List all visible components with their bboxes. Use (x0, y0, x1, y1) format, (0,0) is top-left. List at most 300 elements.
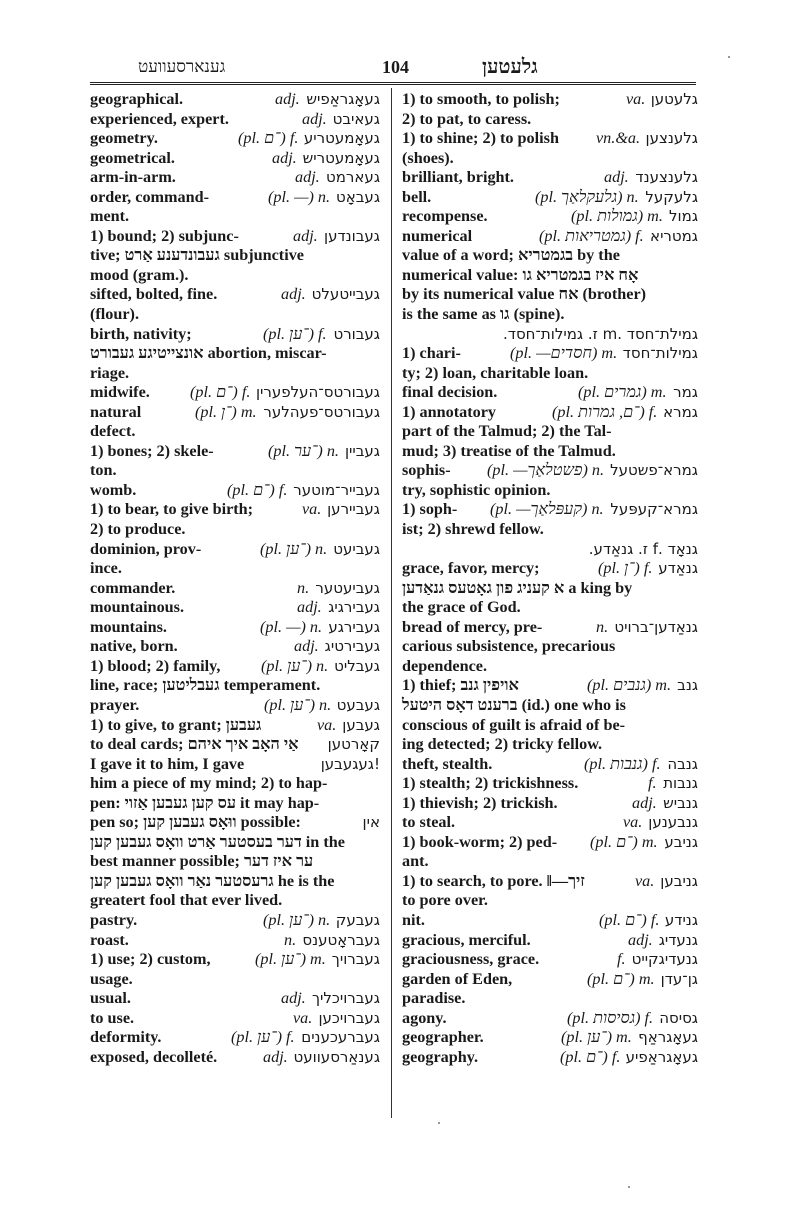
entry-line (402, 481, 698, 501)
grammar-label: (pl. ־ען) n. (264, 695, 332, 714)
grammar-label: (pl. ־ן) f. (598, 559, 653, 578)
headword: געבונדען (323, 226, 380, 245)
grammar-label: (pl. —פשטלאַך) n. (487, 461, 605, 480)
grammar-label: (pl. גמרים) m. (578, 383, 667, 402)
entry-line (90, 911, 380, 931)
grammar-label: vn.&a. (596, 129, 641, 148)
headword: גנביש (663, 793, 698, 812)
entry-line (90, 168, 380, 188)
english-definition: to use. (90, 1008, 135, 1027)
grammar-label: (pl. ־ם) m. (587, 969, 655, 988)
headword: גלעקעל (645, 187, 698, 206)
entry-line (90, 403, 380, 423)
headword: געביין (344, 441, 380, 460)
grammar-label: adj. (295, 168, 320, 187)
english-definition: dependence. (402, 656, 487, 675)
entry-line (402, 325, 698, 345)
grammar-label: (pl. גנבים) m. (587, 676, 672, 695)
english-definition: is the same as גו (spine). (402, 305, 565, 324)
entry-line (402, 833, 698, 853)
headword: גמול (669, 207, 698, 226)
english-definition: dominion, prov- (90, 539, 202, 558)
headword: געבורט (333, 324, 380, 343)
entry-line (90, 285, 380, 305)
entry-line (90, 989, 380, 1009)
entry-line (402, 931, 698, 951)
entry-line (402, 129, 698, 149)
headword: געאָגראַפיע (625, 1047, 698, 1066)
english-definition: numerical (402, 226, 473, 245)
english-definition: mood (gram.). (90, 265, 189, 284)
entry-line (402, 872, 698, 892)
entry-line (402, 755, 698, 775)
english-definition: him a piece of my mind; 2) to hap- (90, 774, 328, 793)
headword: גסיסה (659, 1008, 698, 1027)
grammar-label: (pl. גמולות) m. (571, 207, 663, 226)
entry-line (402, 598, 698, 618)
english-definition: ing detected; 2) tricky fellow. (402, 735, 603, 754)
entry-line (90, 481, 380, 501)
entry-line (90, 950, 380, 970)
entry-line (402, 461, 698, 481)
english-definition: arm-in-arm. (90, 168, 176, 187)
english-definition: ince. (90, 559, 122, 578)
column-divider (391, 88, 392, 1118)
english-definition: brilliant, bright. (402, 168, 514, 187)
entry-line (402, 168, 698, 188)
grammar-label: va. (302, 500, 322, 519)
english-definition: 1) book-worm; 2) ped- (402, 832, 558, 851)
grammar-label: (pl. ־ען) n. (263, 910, 331, 929)
grammar-label: f. (648, 774, 657, 793)
english-definition: line, race; געבליטען temperament. (90, 676, 321, 695)
entry-line (402, 1028, 698, 1048)
entry-line (402, 637, 698, 657)
english-definition: 1) to search, to pore. ‖—זיך (402, 871, 585, 890)
english-definition: mud; 3) treatise of the Talmud. (402, 441, 616, 460)
entry-line (402, 559, 698, 579)
english-definition: 2) to pat, to caress. (402, 109, 532, 128)
english-definition: sophis- (402, 461, 451, 480)
grammar-label: (pl. גלעקלאַך) n. (535, 187, 639, 206)
english-definition: prayer. (90, 695, 140, 714)
headword: געבעק (335, 910, 380, 929)
entry-line (90, 813, 380, 833)
headword: געבראָטענס (302, 930, 380, 949)
entry-line (90, 598, 380, 618)
entry-line (402, 266, 698, 286)
headword: גלענצענד (635, 168, 698, 187)
english-definition: אונצייטיגע געבורט abortion, miscar- (90, 344, 327, 363)
headword: גמרא־פשטעל (610, 461, 698, 480)
grammar-label: (pl. ־ם) f. (560, 1047, 621, 1066)
headword: גנידע (664, 910, 698, 929)
grammar-label: (pl. ־ם) f. (238, 129, 299, 148)
headword: גנב (677, 676, 698, 695)
entry-line (90, 227, 380, 247)
english-definition: (shoes). (402, 148, 454, 167)
english-definition: by its numerical value אח (brother) (402, 285, 647, 304)
english-definition: ברענט דאָס היטעל (id.) one who is (402, 695, 626, 714)
scan-speck (628, 1186, 630, 1188)
entry-line (402, 422, 698, 442)
entry-line (90, 461, 380, 481)
english-definition: defect. (90, 422, 136, 441)
entry-line (402, 500, 698, 520)
entry-line (90, 149, 380, 169)
english-definition: paradise. (402, 989, 466, 1008)
headword: גנאַדע (658, 559, 698, 578)
entry-line (402, 891, 698, 911)
english-definition: garden of Eden, (402, 969, 513, 988)
entry-line (90, 676, 380, 696)
headword: גמרא־קעפּעל (610, 500, 698, 519)
entry-line (90, 266, 380, 286)
grammar-label: (pl. —) n. (268, 187, 331, 206)
entry-line (402, 774, 698, 794)
grammar-label: n. (596, 617, 609, 636)
grammar-label: (pl. ־ם) f. (227, 480, 288, 499)
entry-line (90, 442, 380, 462)
english-definition: nit. (402, 910, 425, 929)
grammar-label: (pl. ־ם) f. (599, 910, 660, 929)
entry-line (402, 970, 698, 990)
headword: גמילות־חסד (622, 344, 698, 363)
entry-line (90, 852, 380, 872)
entry-line (90, 305, 380, 325)
entry-line (90, 364, 380, 384)
english-definition: try, sophistic opinion. (402, 480, 551, 499)
english-definition: experienced, expert. (90, 109, 229, 128)
grammar-label: (pl. ־ם, גמרות) f. (552, 402, 658, 421)
english-definition: sifted, bolted, fine. (90, 285, 218, 304)
grammar-label: (pl. ־ן) m. (195, 402, 257, 421)
english-definition: 1) use; 2) custom, (90, 950, 211, 969)
entry-line (90, 696, 380, 716)
grammar-label: f. (617, 950, 626, 969)
grammar-label: adj. (272, 148, 297, 167)
entry-line (90, 872, 380, 892)
headword: געבייטעלט (311, 285, 380, 304)
grammar-label: va. (623, 813, 643, 832)
entry-line (402, 207, 698, 227)
english-definition: I gave it to him, I gave (90, 754, 245, 773)
grammar-label: (pl. גסיסות) f. (567, 1008, 654, 1027)
headword: גן־עדן (660, 969, 698, 988)
grammar-label: (pl. ־ם) f. (190, 383, 251, 402)
entry-line (90, 520, 380, 540)
headword: געאָגראַף (638, 1028, 698, 1047)
english-definition: geographer. (402, 1028, 484, 1047)
english-definition: birth, nativity; (90, 324, 192, 343)
headword: גענאַרסעוועט (293, 1047, 380, 1066)
grammar-label: adj. (297, 598, 322, 617)
grammar-label: va. (317, 715, 337, 734)
english-definition: riage. (90, 363, 130, 382)
entry-line (402, 794, 698, 814)
grammar-label: (pl. ־ען) f. (231, 1028, 295, 1047)
entry-line (402, 188, 698, 208)
headword: געבורטס־העלפערין (255, 383, 380, 402)
grammar-label: adj. (293, 226, 318, 245)
english-definition: geometrical. (90, 148, 175, 167)
english-definition: value of a word; בגמטריא by the (402, 246, 620, 265)
headword: געברויכען (318, 1008, 380, 1027)
headword: געבירגע (328, 617, 380, 636)
grammar-label: (pl. גנבות) f. (584, 754, 661, 773)
entry-line (402, 1048, 698, 1068)
headword: געבירטיג (324, 637, 380, 656)
entry-line (90, 618, 380, 638)
english-definition: to pore over. (402, 891, 488, 910)
english-definition: 1) to smooth, to polish; (402, 90, 560, 108)
english-definition: גרעסטער נאַר וואָס געבען קען he is the (90, 871, 335, 890)
entry-line (90, 383, 380, 403)
entry-line (402, 911, 698, 931)
english-definition: 1) chari- (402, 344, 461, 363)
headword: געבירגיג (328, 598, 380, 617)
headword: געארמט (326, 168, 380, 187)
entry-line (402, 285, 698, 305)
english-definition: best manner possible; ער איז דער (90, 852, 314, 871)
grammar-label: (pl. ־ען) n. (260, 539, 328, 558)
english-definition: roast. (90, 930, 129, 949)
english-definition: pastry. (90, 910, 138, 929)
entry-line (402, 657, 698, 677)
english-definition: pen so; ווּאָס געבען קען possible: (90, 813, 301, 832)
english-definition: bread of mercy, pre- (402, 617, 543, 636)
entry-line (90, 891, 380, 911)
headword: געבליט (334, 656, 380, 675)
headword: געאָגראַפיש (306, 90, 380, 108)
headword: געבעט (336, 695, 380, 714)
english-definition: 1) to give, to grant; געבען (90, 715, 262, 734)
english-definition: דער בעסטער אַרט וואָס געבען קען in the (90, 832, 345, 851)
headword: גנעדיגקייט (631, 950, 698, 969)
entry-line (90, 794, 380, 814)
entry-line (402, 110, 698, 130)
grammar-label: (pl. ־ען) n. (261, 656, 329, 675)
entry-line (90, 110, 380, 130)
english-definition: ment. (90, 207, 130, 226)
english-definition: 1) to bear, to give birth; (90, 500, 254, 519)
headword: געביירען (327, 500, 380, 519)
headword: גנבות (663, 774, 698, 793)
entry-line (402, 813, 698, 833)
grammar-label: (pl. גמטריאות) f. (539, 226, 644, 245)
entry-line (90, 422, 380, 442)
headword: געברויכליך (311, 989, 380, 1008)
entry-line (402, 403, 698, 423)
headword: !געגעבען (320, 754, 380, 773)
english-definition: part of the Talmud; 2) the Tal- (402, 422, 612, 441)
english-definition: final decision. (402, 383, 498, 402)
grammar-label: (pl. —) n. (260, 617, 323, 636)
english-definition: natural (90, 402, 142, 421)
entry-line (402, 1009, 698, 1029)
english-definition: exposed, decolleté. (90, 1047, 218, 1066)
entry-line (90, 931, 380, 951)
grammar-label: (pl. ־ער) n. (268, 441, 339, 460)
english-definition: pen: עס קען געבען אַזוי it may hap- (90, 793, 320, 812)
english-definition: 1) bones; 2) skele- (90, 441, 214, 460)
headword: געברויך (331, 950, 380, 969)
headword: גנעדיג (658, 930, 698, 949)
english-definition: 1) thievish; 2) trickish. (402, 793, 558, 812)
entry-line (402, 344, 698, 364)
cross-reference: גנאָד .f ז. גנאַדע. (588, 539, 698, 558)
entry-line (90, 344, 380, 364)
grammar-label: adj. (632, 793, 657, 812)
english-definition: 1) stealth; 2) trickishness. (402, 774, 579, 793)
headword: גנבענען (648, 813, 698, 832)
english-definition: native, born. (90, 637, 178, 656)
grammar-label: va. (626, 90, 646, 108)
english-definition: graciousness, grace. (402, 950, 540, 969)
headword: גמר (673, 383, 698, 402)
entry-line (90, 207, 380, 227)
english-definition: numerical value: אָח איז בגמטריא גו (402, 265, 639, 284)
english-definition: gracious, merciful. (402, 930, 531, 949)
entry-line (402, 716, 698, 736)
grammar-label: adj. (302, 109, 327, 128)
english-definition: 1) soph- (402, 500, 458, 519)
english-definition: 1) bound; 2) subjunc- (90, 226, 239, 245)
headword: געביעטער (315, 578, 380, 597)
headword: געבייר־מוטער (293, 480, 380, 499)
header-rule (90, 82, 696, 85)
scan-speck (728, 56, 730, 58)
grammar-label: adj. (294, 637, 319, 656)
grammar-label: (pl. ־ען) f. (263, 324, 327, 343)
english-definition: 1) to shine; 2) to polish (402, 129, 559, 148)
left-catchword: גענארסעוועט (138, 57, 226, 76)
grammar-label: (pl. ־ען) m. (255, 950, 326, 969)
headword: גלענצען (645, 129, 698, 148)
headword: גנבה (667, 754, 698, 773)
right-catchword: גלעטען (482, 56, 538, 78)
grammar-label: adj. (281, 285, 306, 304)
entry-line (90, 579, 380, 599)
english-definition: 2) to produce. (90, 520, 186, 539)
grammar-label: adj. (604, 168, 629, 187)
headword: אין (362, 813, 380, 832)
entry-line (402, 246, 698, 266)
headword: גנאַדען־ברויט (614, 617, 698, 636)
english-definition: carious subsistence, precarious (402, 637, 616, 656)
grammar-label: adj. (628, 930, 653, 949)
entry-line (402, 383, 698, 403)
grammar-label: va. (635, 871, 655, 890)
entry-line (402, 149, 698, 169)
grammar-label: va. (293, 1008, 313, 1027)
entry-line (90, 755, 380, 775)
entry-line (402, 696, 698, 716)
entry-line (90, 637, 380, 657)
english-definition: geometry. (90, 129, 158, 148)
headword: געבאָט (336, 187, 380, 206)
entry-line (402, 90, 698, 110)
english-definition: 1) thief; אויפין גנב (402, 676, 519, 695)
grammar-label: (pl. ־ען) m. (561, 1028, 632, 1047)
grammar-label: adj. (263, 1047, 288, 1066)
english-definition: usual. (90, 989, 131, 1008)
headword: געביעט (333, 539, 380, 558)
english-definition: ton. (90, 461, 117, 480)
entry-line (402, 442, 698, 462)
entry-line (90, 129, 380, 149)
english-definition: to steal. (402, 813, 456, 832)
entry-line (90, 735, 380, 755)
grammar-label: adj. (275, 90, 300, 108)
headword: גמרא (663, 402, 698, 421)
entry-line (90, 246, 380, 266)
headword: געאָמעטריש (302, 148, 380, 167)
english-definition: usage. (90, 969, 133, 988)
headword: קאָרטען (327, 735, 380, 754)
english-definition: theft, stealth. (402, 754, 493, 773)
english-definition: (flour). (90, 305, 139, 324)
entry-line (90, 657, 380, 677)
entry-line (90, 90, 380, 110)
entry-line (90, 500, 380, 520)
grammar-label: adj. (281, 989, 306, 1008)
headword: גניבען (660, 871, 698, 890)
entry-line (90, 325, 380, 345)
english-definition: greatert fool that ever lived. (90, 891, 283, 910)
cross-reference: גמילת־חסד .m ז. גמילות־חסד. (502, 324, 698, 343)
english-definition: conscious of guilt is afraid of be- (402, 715, 626, 734)
english-definition: agony. (402, 1008, 447, 1027)
english-definition: midwife. (90, 383, 150, 402)
grammar-label: n. (297, 578, 310, 597)
english-definition: mountainous. (90, 598, 185, 617)
entry-line (402, 735, 698, 755)
right-column (402, 90, 698, 1067)
entry-line (402, 852, 698, 872)
english-definition: deformity. (90, 1028, 162, 1047)
english-definition: א קעניג פון גאָטעס גנאַדען a king by (402, 578, 633, 597)
left-column (90, 90, 380, 1067)
headword: געאָמעטריע (303, 129, 380, 148)
entry-line (402, 364, 698, 384)
entry-line (402, 989, 698, 1009)
entry-line (402, 540, 698, 560)
english-definition: grace, favor, mercy; (402, 559, 540, 578)
headword: געבורטס־פעהלער (263, 402, 380, 421)
english-definition: geographical. (90, 90, 184, 108)
english-definition: 1) annotatory (402, 402, 496, 421)
entry-line (402, 227, 698, 247)
english-definition: ant. (402, 852, 429, 871)
entry-line (90, 1009, 380, 1029)
english-definition: order, command- (90, 187, 209, 206)
english-definition: to deal cards; אַי האָב איך איהם (90, 735, 299, 754)
entry-line (402, 676, 698, 696)
entry-line (90, 1048, 380, 1068)
entry-line (90, 1028, 380, 1048)
entry-line (90, 559, 380, 579)
english-definition: ty; 2) loan, charitable loan. (402, 363, 589, 382)
english-definition: womb. (90, 480, 137, 499)
headword: גלעטען (650, 90, 698, 108)
headword: גמטריא (650, 226, 698, 245)
headword: געבען (342, 715, 380, 734)
headword: געברעכענים (301, 1028, 380, 1047)
english-definition: the grace of God. (402, 598, 521, 617)
entry-line (90, 774, 380, 794)
headword: געאיבט (332, 109, 380, 128)
